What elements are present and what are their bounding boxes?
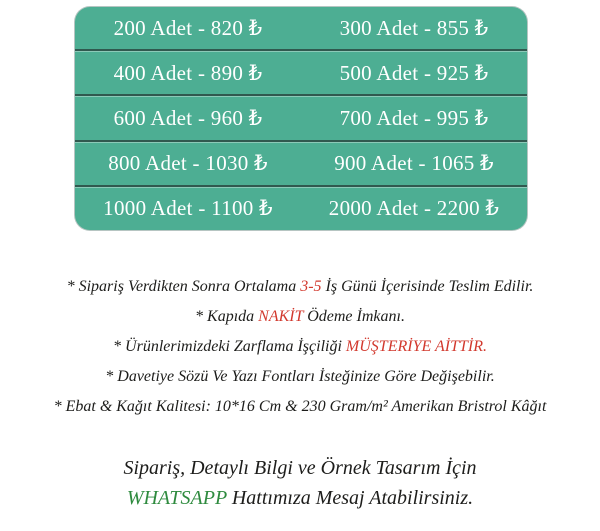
note-line — [0, 302, 600, 332]
note-text: * Davetiye Sözü Ve Yazı Fontları İsteğinize Göre Değişebilir. — [105, 368, 495, 385]
price-cell: 300 Adet - 855 ₺ — [339, 15, 489, 40]
notes-section — [0, 272, 600, 422]
price-table — [75, 7, 527, 230]
table-row — [75, 51, 527, 96]
footer-text: Hattımıza Mesaj Atabilirsiniz. — [226, 487, 474, 509]
price-cell: 600 Adet - 960 ₺ — [113, 106, 263, 130]
price-cell: 200 Adet - 820 ₺ — [113, 15, 263, 40]
price-cell: 400 Adet - 890 ₺ — [113, 60, 263, 85]
note-text: Ödeme İmkanı. — [303, 308, 405, 325]
note-highlight: NAKİT — [258, 308, 304, 325]
price-cell: 2000 Adet - 2200 ₺ — [328, 196, 500, 221]
price-cell: 500 Adet - 925 ₺ — [339, 60, 489, 85]
footer-text: Sipariş, Detaylı Bilgi ve Örnek Tasarım İçin — [123, 457, 477, 479]
note-highlight: 3-5 — [300, 278, 322, 295]
whatsapp-label: WHATSAPP — [126, 487, 227, 509]
note-line — [0, 362, 600, 392]
note-highlight: MÜŞTERİYE AİTTİR. — [345, 338, 487, 355]
note-text: * Ebat & Kağıt Kalitesi: 10*16 Cm & 230 Gram/m² Amerikan Bristrol Kâğıt — [53, 398, 547, 415]
note-line — [0, 332, 600, 362]
table-row — [75, 142, 527, 187]
footer-line — [0, 483, 600, 513]
note-text: * Kapıda — [195, 308, 259, 325]
note-line — [0, 272, 600, 302]
table-row — [75, 96, 527, 141]
note-line — [0, 392, 600, 422]
table-row — [75, 7, 527, 51]
note-text: * Ürünlerimizdeki Zarflama İşçiliği — [113, 338, 346, 355]
price-cell: 1000 Adet - 1100 ₺ — [103, 196, 273, 221]
price-cell: 800 Adet - 1030 ₺ — [108, 151, 268, 176]
price-cell: 700 Adet - 995 ₺ — [339, 106, 489, 130]
table-row — [75, 187, 527, 230]
note-text: İş Günü İçerisinde Teslim Edilir. — [321, 278, 534, 295]
note-text: * Sipariş Verdikten Sonra Ortalama — [66, 278, 301, 295]
footer-section — [0, 453, 600, 513]
price-cell: 900 Adet - 1065 ₺ — [334, 151, 494, 176]
footer-line — [0, 453, 600, 483]
